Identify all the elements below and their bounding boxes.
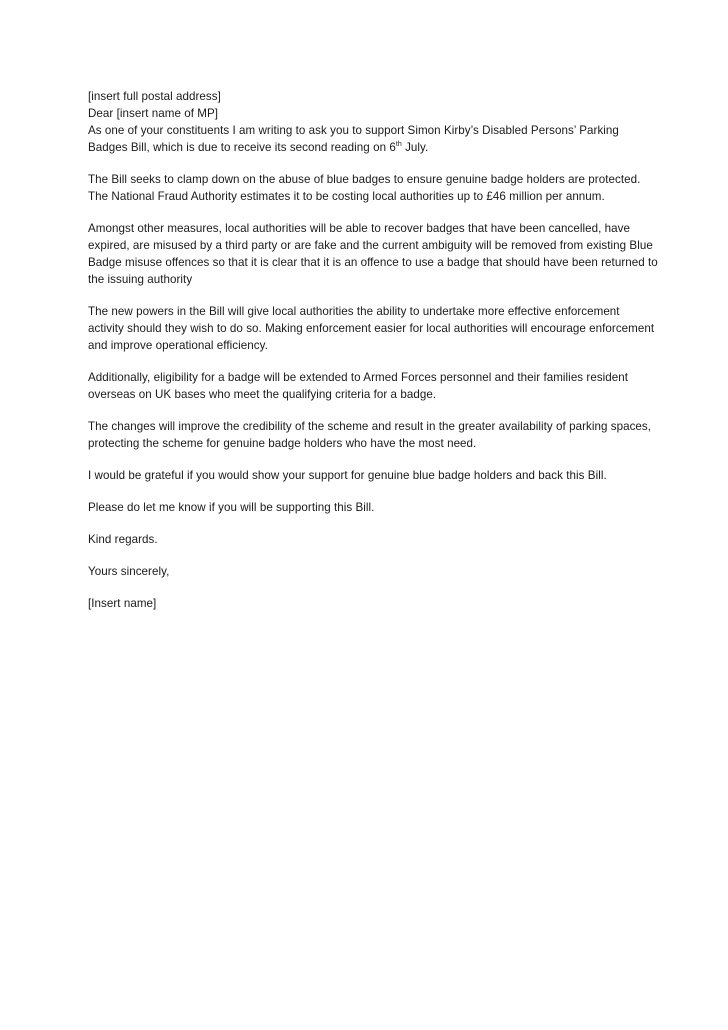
address-placeholder: [insert full postal address] — [88, 90, 221, 103]
paragraph-intro — [88, 122, 658, 156]
paragraph-follow-up: Please do let me know if you will be supporting this Bill. — [88, 501, 375, 514]
paragraph-bill-purpose: The Bill seeks to clamp down on the abuse of blue badges to ensure genuine badge holders are protected. The National Fraud Authority estimates it to be costing local authorities up to £46 million per annum. — [88, 173, 641, 203]
letter-body — [88, 88, 658, 627]
signature-placeholder: [Insert name] — [88, 597, 157, 610]
paragraph-enforcement: The new powers in the Bill will give local authorities the ability to undertake more effective enforcement activity should they wish to do so. Making enforcement easier for local authorities will encourage enforcement and improve operational efficiency. — [88, 305, 655, 352]
closing-sincerely: Yours sincerely, — [88, 565, 170, 578]
ordinal-suffix: th — [395, 141, 402, 148]
paragraph-intro-end: July. — [401, 141, 429, 154]
paragraph-request: I would be grateful if you would show your support for genuine blue badge holders and back this Bill. — [88, 469, 607, 482]
closing-regards: Kind regards. — [88, 533, 158, 546]
paragraph-eligibility: Additionally, eligibility for a badge will be extended to Armed Forces personnel and their families resident overseas on UK bases who meet the qualifying criteria for a badge. — [88, 371, 629, 401]
paragraph-intro-text: As one of your constituents I am writing to ask you to support Simon Kirby’s Disabled Persons’ Parking Badges Bill, which is due to receive its second reading on 6 — [88, 124, 619, 154]
salutation: Dear [insert name of MP] — [88, 107, 219, 120]
paragraph-changes: The changes will improve the credibility of the scheme and result in the greater availability of parking spaces, protecting the scheme for genuine badge holders who have the most need. — [88, 420, 652, 450]
paragraph-measures: Amongst other measures, local authorities will be able to recover badges that have been cancelled, have expired, are misused by a third party or are fake and the current ambiguity will be removed from existing Blue Badge misuse offences so that it is clear that it is an offence to use a badge that should have been returned to the issuing authority — [88, 222, 658, 286]
